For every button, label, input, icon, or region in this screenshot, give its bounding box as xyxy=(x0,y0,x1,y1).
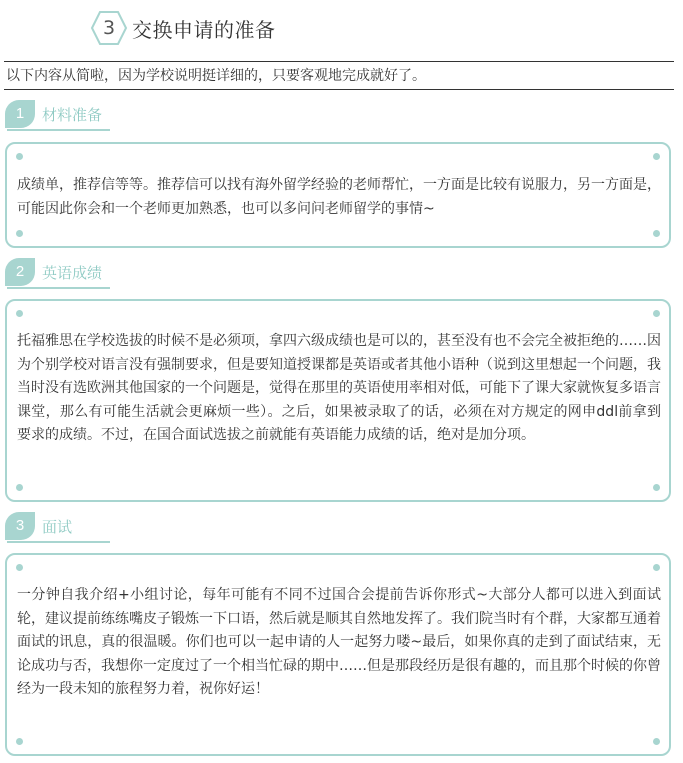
intro-text: 以下内容从简啦，因为学校说明挺详细的，只要客观地完成就好了。 xyxy=(6,68,426,84)
section-label: 面试 xyxy=(42,518,73,536)
section-label: 英语成绩 xyxy=(42,264,103,282)
section-underline xyxy=(7,129,110,131)
section-underline xyxy=(7,541,110,543)
corner-dot-icon xyxy=(16,738,23,745)
corner-dot-icon xyxy=(653,153,660,160)
section-box-interview xyxy=(5,553,671,756)
corner-dot-icon xyxy=(653,564,660,571)
intro-top-divider xyxy=(4,61,674,62)
section-text: 一分钟自我介绍+小组讨论，每年可能有不同不过国合会提前告诉你形式~大部分人都可以进入到面试轮，建议提前练练嘴皮子锻炼一下口语，然后就是顺其自然地发挥了。我们院当时有个群，大家都互通着面试的讯息，真的很温暖。你们也可以一起申请的人一起努力喽~最后，如果你真的走到了面试结束，无论成功与否，我想你一定度过了一个相当忙碌的期中……但是那段经历是很有趣的，而且那个时候的你曾经为一段未知的旅程努力着，祝你好运！ xyxy=(17,587,661,697)
intro-bottom-divider xyxy=(4,89,674,90)
header-number: 3 xyxy=(102,17,116,39)
corner-dot-icon xyxy=(16,153,23,160)
corner-dot-icon xyxy=(653,484,660,491)
corner-dot-icon xyxy=(16,484,23,491)
section-underline xyxy=(7,287,110,289)
section-number-badge: 3 xyxy=(5,512,35,540)
corner-dot-icon xyxy=(653,230,660,237)
section-label: 材料准备 xyxy=(42,106,103,124)
corner-dot-icon xyxy=(16,564,23,571)
section-text: 成绩单，推荐信等等。推荐信可以找有海外留学经验的老师帮忙，一方面是比较有说服力，另一方面是，可能因此你会和一个老师更加熟悉，也可以多问问老师留学的事情~ xyxy=(17,177,661,217)
section-box-english xyxy=(5,299,671,502)
page-title: 交换申请的准备 xyxy=(132,17,276,42)
corner-dot-icon xyxy=(653,310,660,317)
corner-dot-icon xyxy=(653,738,660,745)
corner-dot-icon xyxy=(16,230,23,237)
section-text: 托福雅思在学校选拔的时候不是必须项，拿四六级成绩也是可以的，甚至没有也不会完全被拒绝的……因为个别学校对语言没有强制要求，但是要知道授课都是英语或者其他小语种（说到这里想起一个问题，我当时没有选欧洲其他国家的一个问题是，觉得在那里的英语使用率相对低，可能下了课大家就恢复多语言课堂，那么有可能生活就会更麻烦一些）。之后，如果被录取了的话，必须在对方规定的网申ddl前拿到要求的成绩。不过，在国合面试选拔之前就能有英语能力成绩的话，绝对是加分项。 xyxy=(17,333,661,443)
corner-dot-icon xyxy=(16,310,23,317)
page-header xyxy=(90,10,276,46)
section-number-badge: 1 xyxy=(5,100,35,128)
hexagon-number-icon xyxy=(90,10,128,46)
section-number-badge: 2 xyxy=(5,258,35,286)
section-box-materials xyxy=(5,142,671,248)
